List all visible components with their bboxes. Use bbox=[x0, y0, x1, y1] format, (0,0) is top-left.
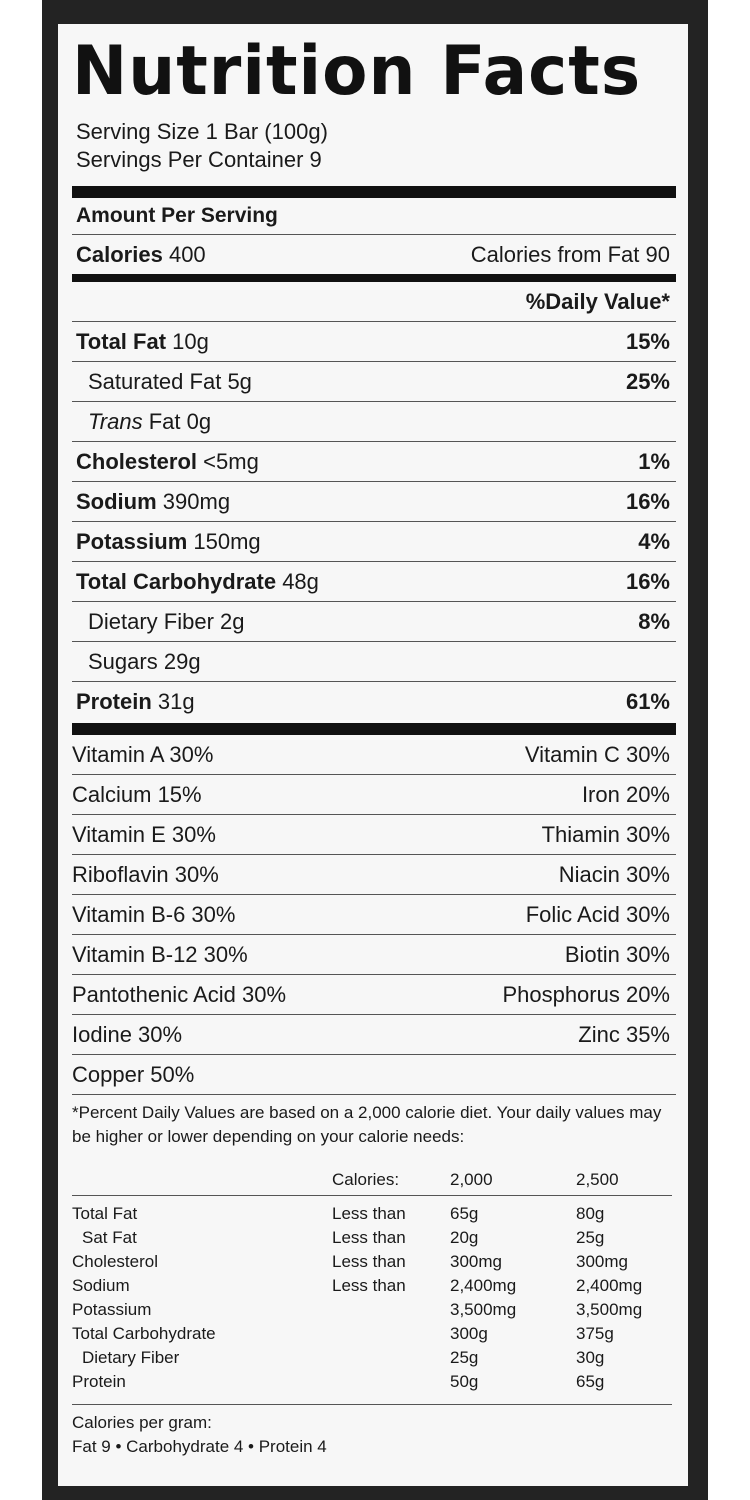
vitamin-row: Vitamin E 30% Thiamin 30% bbox=[72, 815, 676, 855]
nutrient-row: Saturated Fat 5g 25% bbox=[72, 362, 676, 402]
table-row: Dietary Fiber 25g 30g bbox=[82, 1348, 605, 1367]
nutrition-facts-label bbox=[58, 24, 688, 1486]
calories-from-fat: Calories from Fat 90 bbox=[470, 241, 670, 267]
daily-value-table bbox=[72, 1165, 672, 1394]
divider-medium bbox=[72, 274, 676, 282]
nutrient-row: Protein 31g 61% bbox=[76, 688, 670, 714]
table-row: Potassium 3,500mg 3,500mg bbox=[72, 1300, 643, 1319]
daily-value-footnote: *Percent Daily Values are based on a 2,000 calorie diet. Your daily values may be higher or lower depending on your calorie needs: bbox=[72, 1103, 662, 1146]
vitamin-row: Vitamin A 30% Vitamin C 30% bbox=[72, 735, 676, 775]
vitamin-row: Riboflavin 30% Niacin 30% bbox=[72, 855, 676, 895]
vitamin-row: Calcium 15% Iron 20% bbox=[72, 775, 676, 815]
vitamin-row: Vitamin B-6 30% Folic Acid 30% bbox=[72, 895, 676, 935]
calories-label: Calories bbox=[76, 241, 163, 267]
table-row: Total Fat Less than 65g 80g bbox=[72, 1204, 605, 1223]
nutrient-row: Sugars 29g bbox=[72, 642, 676, 682]
calories-value: 400 bbox=[168, 241, 206, 267]
amount-per-serving: Amount Per Serving bbox=[72, 198, 676, 235]
serving-info bbox=[72, 118, 676, 174]
calories-row bbox=[72, 235, 676, 274]
table-row: Sodium Less than 2,400mg 2,400mg bbox=[72, 1276, 643, 1295]
vitamin-row: Vitamin B-12 30% Biotin 30% bbox=[72, 935, 676, 975]
nutrient-row: Cholesterol <5mg 1% bbox=[72, 442, 676, 482]
table-row: Total Carbohydrate 300g 375g bbox=[72, 1324, 614, 1343]
nutrient-row: Sodium 390mg 16% bbox=[72, 482, 676, 522]
vitamin-row: Copper 50% bbox=[72, 1055, 676, 1095]
table-row: Protein 50g 65g bbox=[72, 1372, 605, 1391]
servings-per-container: Servings Per Container 9 bbox=[76, 147, 322, 172]
nutrient-row: Dietary Fiber 2g 8% bbox=[72, 602, 676, 642]
nutrient-row: Potassium 150mg 4% bbox=[72, 522, 676, 562]
nutrient-row: Trans Fat 0g bbox=[72, 402, 676, 442]
nutrient-row: Total Fat 10g 15% bbox=[72, 322, 676, 362]
label-title: Nutrition Facts bbox=[72, 31, 642, 111]
serving-size: Serving Size 1 Bar (100g) bbox=[76, 119, 328, 144]
divider-thick bbox=[72, 723, 676, 735]
table-row: Cholesterol Less than 300mg 300mg bbox=[72, 1252, 628, 1271]
daily-value-header: %Daily Value* bbox=[72, 282, 676, 322]
vitamin-row: Iodine 30% Zinc 35% bbox=[72, 1015, 676, 1055]
nutrient-row: Total Carbohydrate 48g 16% bbox=[72, 562, 676, 602]
divider-thick bbox=[72, 186, 676, 198]
nutrient-list bbox=[72, 322, 676, 721]
table-row: Sat Fat Less than 20g 25g bbox=[82, 1228, 605, 1247]
vitamin-list bbox=[72, 735, 676, 1095]
vitamin-row: Pantothenic Acid 30% Phosphorus 20% bbox=[72, 975, 676, 1015]
daily-value-table-header: Calories: 2,000 2,500 bbox=[72, 1165, 672, 1196]
calories-per-gram: Calories per gram: Fat 9 • Carbohydrate 4 • Protein 4 bbox=[72, 1404, 672, 1459]
